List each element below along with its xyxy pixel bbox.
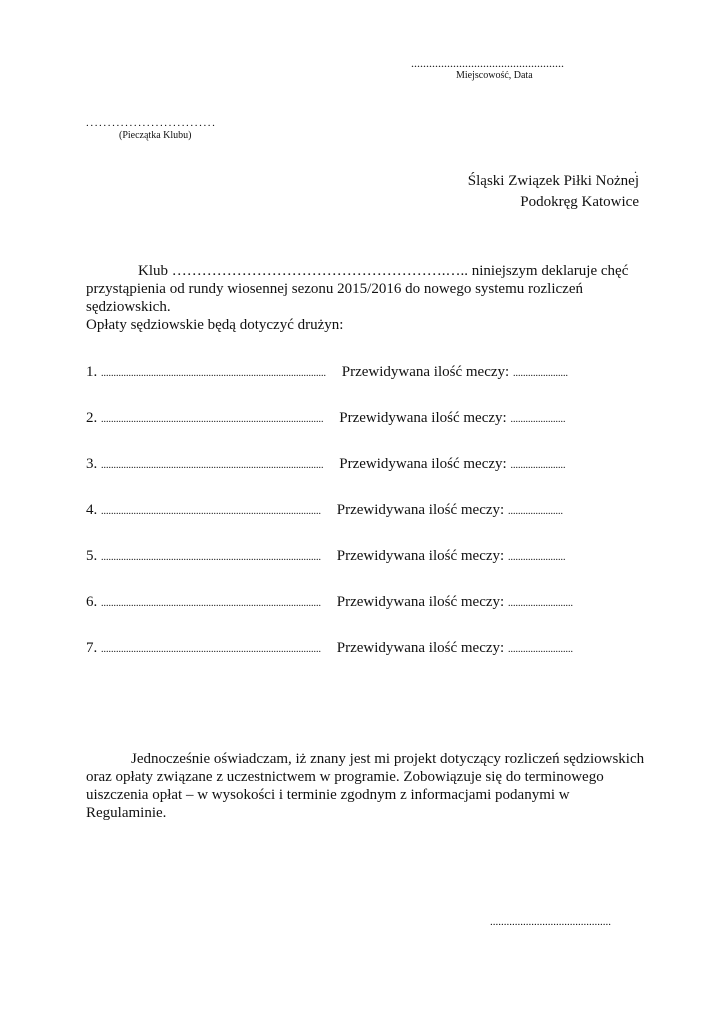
team-row <box>86 456 565 473</box>
matches-label: Przewidywana ilość meczy: <box>336 548 505 564</box>
team-name-field[interactable]: ......................................................................................... <box>101 414 324 425</box>
statement-line-4: Regulaminie. <box>86 805 167 821</box>
team-row <box>86 410 565 427</box>
team-name-field[interactable]: ........................................................................................ <box>101 644 321 655</box>
team-name-field[interactable]: ........................................................................................ <box>101 506 321 517</box>
team-name-field[interactable]: ......................................................................................... <box>101 460 324 471</box>
team-number: 7. <box>86 640 98 656</box>
team-number: 1. <box>86 364 98 380</box>
team-number: 3. <box>86 456 98 472</box>
team-row <box>86 640 573 657</box>
matches-label: Przewidywana ilość meczy: <box>336 502 505 518</box>
recipient-subdivision: Podokręg Katowice <box>520 194 639 210</box>
club-stamp-line: .............................. <box>86 117 217 129</box>
team-number: 2. <box>86 410 98 426</box>
matches-field[interactable]: ...................... <box>510 414 566 425</box>
team-name-field[interactable]: ........................................................................................ <box>101 598 321 609</box>
team-number: 5. <box>86 548 98 564</box>
matches-field[interactable]: ...................... <box>507 506 563 517</box>
statement-line-2: oraz opłaty związane z uczestnictwem w programie. Zobowiązuje się do terminowego <box>86 769 604 785</box>
matches-field[interactable]: ....................... <box>507 552 566 563</box>
team-name-field[interactable]: ........................................................................................ <box>101 552 321 563</box>
recipient-mark: . <box>634 162 637 176</box>
matches-field[interactable]: ...................... <box>512 368 568 379</box>
team-number: 4. <box>86 502 98 518</box>
team-row <box>86 594 573 611</box>
matches-field[interactable]: .......................... <box>507 598 573 609</box>
place-date-label: Miejscowość, Data <box>456 70 533 81</box>
place-date-line: ................................................... <box>411 56 564 70</box>
team-row <box>86 502 563 519</box>
team-name-field[interactable]: .......................................................................................... <box>101 368 326 379</box>
matches-field[interactable]: ...................... <box>510 460 566 471</box>
matches-label: Przewidywana ilość meczy: <box>341 364 510 380</box>
declaration-line-3: sędziowskich. <box>86 299 171 315</box>
statement-line-3: uiszczenia opłat – w wysokości i terminie zgodnym z informacjami podanymi w <box>86 787 570 803</box>
team-row <box>86 548 565 565</box>
club-stamp-label: (Pieczątka Klubu) <box>119 130 192 141</box>
statement-line-1: Jednocześnie oświadczam, iż znany jest mi projekt dotyczący rozliczeń sędziowskich <box>131 751 645 767</box>
declaration-line-1: Klub ……………………………………………….….. niniejszym deklaruje chęć <box>138 263 629 279</box>
matches-label: Przewidywana ilość meczy: <box>336 594 505 610</box>
recipient-name: Śląski Związek Piłki Nożnej <box>467 173 639 189</box>
matches-label: Przewidywana ilość meczy: <box>336 640 505 656</box>
matches-label: Przewidywana ilość meczy: <box>339 456 507 472</box>
declaration-line-2: przystąpienia od rundy wiosennej sezonu 2015/2016 do nowego systemu rozliczeń <box>86 281 583 297</box>
matches-label: Przewidywana ilość meczy: <box>339 410 507 426</box>
team-number: 6. <box>86 594 98 610</box>
matches-field[interactable]: .......................... <box>507 644 573 655</box>
signature-line[interactable]: ............................................ <box>490 916 611 928</box>
team-row <box>86 364 568 381</box>
declaration-line-4: Opłaty sędziowskie będą dotyczyć drużyn: <box>86 317 344 333</box>
